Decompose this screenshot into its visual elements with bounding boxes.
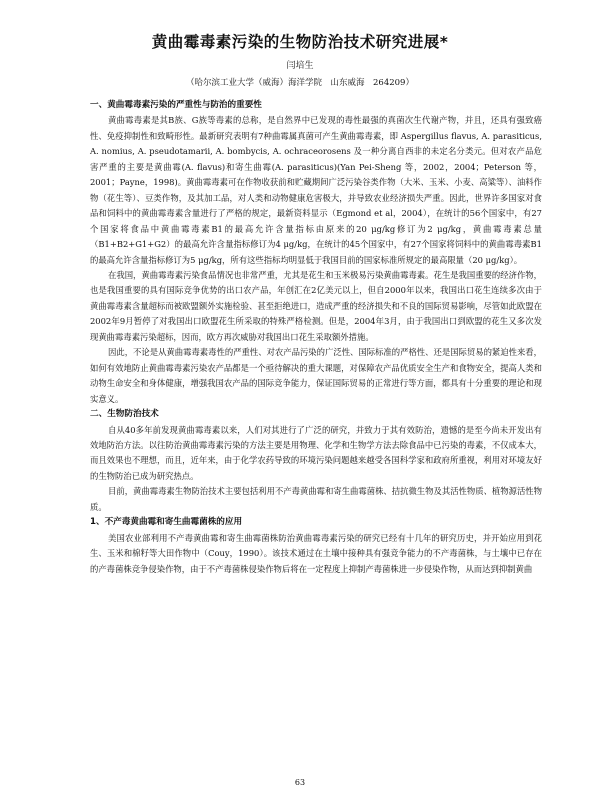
paragraph: 在我国，黄曲霉毒素污染食品情况也非常严重，尤其是花生和玉米极易污染黄曲霉毒素。花生是我国重要的经济作物，也是我国重要的具有国际竞争优势的出口农产品，年创汇在2亿美元以上，但自2000年以来，我国出口花生连续多次由于黄曲霉毒素含量超标而被欧盟额外实施检验、甚至拒绝进口，造成严重的经济损失和不良的国际贸易影响，尽管如此欧盟在2002年9月暂停了对我国出口欧盟花生所采取的特殊严格检测。但是，2004年3月，由于我国出口到欧盟的花生又多次发现黄曲霉毒素污染超标，因而，欧方再次威胁对我国出口花生采取额外措施。 [90,269,542,342]
page-number: 63 [294,778,306,787]
author-affiliation: （哈尔滨工业大学（威海）海洋学院 山东威海 264209） [186,78,414,88]
paragraph: 因此，不论是从黄曲霉毒素毒性的严重性、对农产品污染的广泛性、国际标准的严格性、还是国际贸易的紧迫性来看，如何有效地防止黄曲霉毒素污染农产品都是一个亟待解决的重大课题，对保障农产品优质安全生产和食物安全，提高人类和动物生命安全和身体健康，增强我国农产品的国际竞争能力，保证国际贸易的正常进行等方面，都具有十分重要的理论和现实意义。 [90,347,542,404]
subsection-heading: 1、不产毒黄曲霉和寄生曲霉菌株的应用 [90,517,243,528]
author-name: 闫培生 [286,61,314,71]
paragraph: 黄曲霉毒素是其B族、G族等毒素的总称，是自然界中已发现的毒性最强的真菌次生代谢产物，并且，还具有强致癌性、免疫抑制性和致畸形性。最新研究表明有7种曲霉属真菌可产生黄曲霉毒素，即 Aspergillus flavus, A. parasiticus, A. nomius, A. pseudotamarii, A. bombycis, A. ochraceorosens 及一种分离自西非的未定名分类元。但对农产品危害严重的主要是黄曲霉(A. flavus)和寄生曲霉(A. parasiticus)(Yan Pei-Sheng 等，2002，2004；Peterson 等，2001；Payne，1998)。黄曲霉毒素可在作物收获前和贮藏期间广泛污染谷类作物（大米、玉米、小麦、高粱等）、油料作物（花生等）、豆类作物，及其加工品，对人类和动物健康危害极大，并导致农业经济损失严重。因此，世界许多国家对食品和饲料中的黄曲霉毒素含量进行了严格的规定，最新资料显示（Egmond et al，2004），在统计的56个国家中，有27个国家将食品中黄曲霉毒素B1的最高允许含量指标由原来的20 μg/kg修订为2 μg/kg，黄曲霉毒素总量（B1+B2+G1+G2）的最高允许含量指标修订为4 μg/kg，在统计的45个国家中，有27个国家将饲料中的黄曲霉毒素B1的最高允许含量指标修订为5 μg/kg，所有这些指标均明显低于我国目前的国家标准所规定的最高限量（20 μg/kg）。 [90,115,542,265]
paragraph: 美国农业部利用不产毒黄曲霉和寄生曲霉菌株防治黄曲霉毒素污染的研究已经有十几年的研究历史，并开始应用到花生、玉米和棉籽等大田作物中（Couy，1990）。该技术通过在土壤中接种具有强竞争能力的不产毒菌株，与土壤中已存在的产毒菌株竞争侵染作物，由于不产毒菌株侵染作物后将在一定程度上抑制产毒菌株进一步侵染作物，从而达到抑制黄曲 [90,532,542,574]
section-heading-2: 二、生物防治技术 [90,409,159,420]
section-heading-1: 一、黄曲霉毒素污染的严重性与防治的重要性 [90,100,262,110]
body-text [90,98,542,577]
paragraph: 目前，黄曲霉毒素生物防治技术主要包括利用不产毒黄曲霉和寄生曲霉菌株、拮抗微生物及其活性物质、植物源活性物质。 [90,486,542,512]
paragraph: 自从40多年前发现黄曲霉毒素以来，人们对其进行了广泛的研究，并致力于其有效防治，遗憾的是至今尚未开发出有效地防治方法。以往防治黄曲霉毒素污染的方法主要是用物理、化学和生物学方法去除食品中已污染的毒素，不仅成本大，而且效果也不理想，而且，近年来，由于化学农药导致的环境污染问题越来越受各国科学家和政府所重视，利用对环境友好的生物防治已成为研究热点。 [90,424,542,481]
paper-title: 黄曲霉毒素污染的生物防治技术研究进展* [151,33,449,51]
